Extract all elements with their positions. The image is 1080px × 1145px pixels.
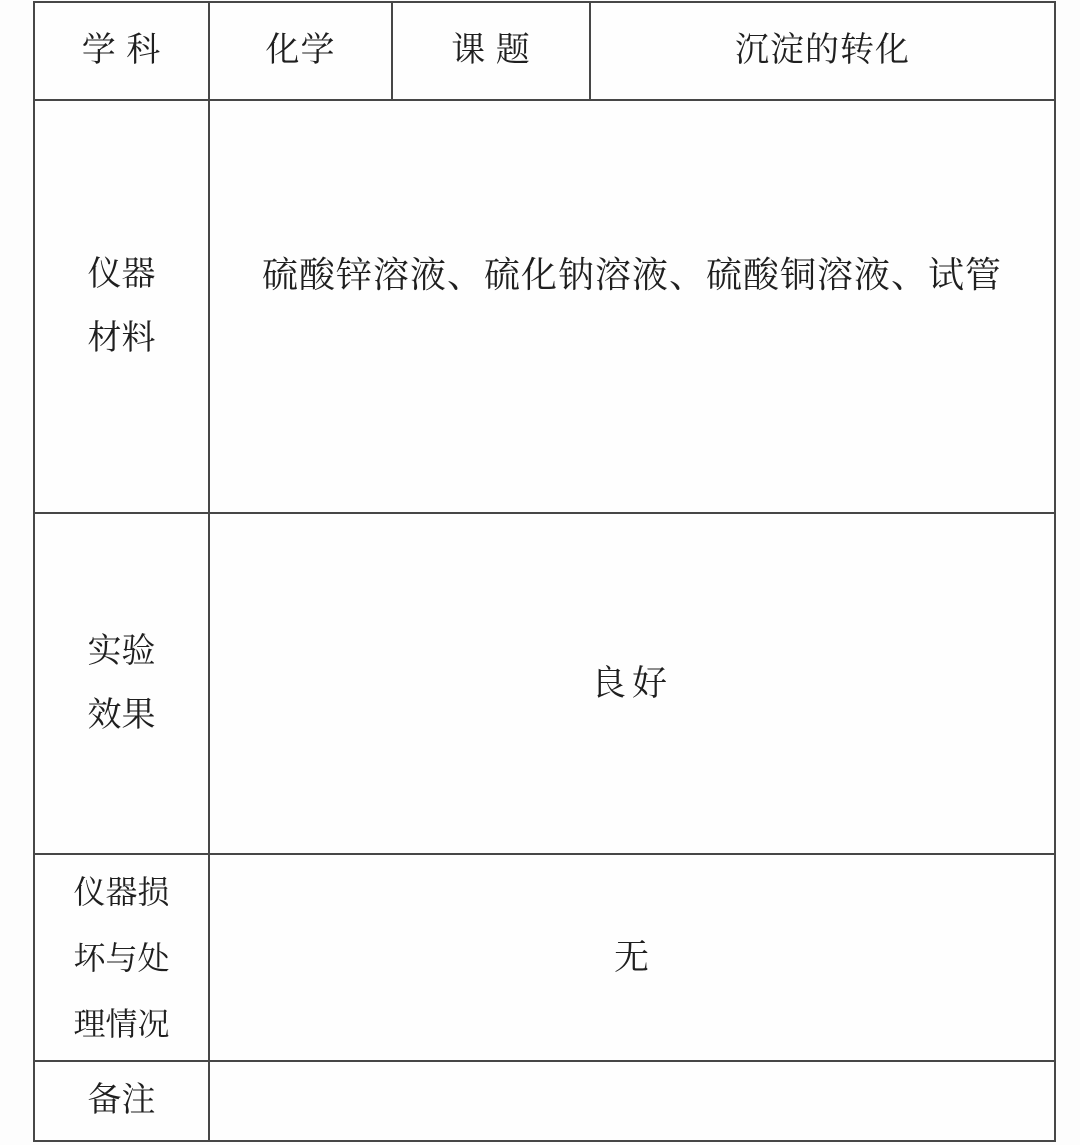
subject-value-cell — [210, 3, 393, 99]
damage-label-cell — [35, 855, 210, 1060]
materials-value-cell — [210, 101, 1054, 512]
subject-label-cell — [35, 3, 210, 99]
result-label-cell — [35, 514, 210, 853]
result-label-line1: 实验 — [87, 632, 156, 670]
result-value: 良好 — [590, 663, 673, 703]
subject-value: 化学 — [265, 32, 336, 69]
damage-label-line1: 仪器损 — [73, 873, 170, 910]
topic-value-cell — [591, 3, 1054, 99]
subject-label: 学 科 — [81, 32, 162, 69]
remarks-label: 备注 — [87, 1082, 156, 1119]
table-row-damage — [35, 855, 1054, 1062]
result-label-line2: 效果 — [87, 696, 156, 734]
result-value-cell — [210, 514, 1054, 853]
damage-label-line2: 坏与处 — [73, 939, 170, 976]
materials-label-cell — [35, 101, 210, 512]
experiment-record-table — [33, 1, 1056, 1142]
materials-label-line1: 仪器 — [87, 255, 156, 293]
topic-value: 沉淀的转化 — [735, 32, 910, 69]
table-row-remarks — [35, 1062, 1054, 1140]
damage-label-line3: 理情况 — [73, 1005, 170, 1042]
damage-value-cell — [210, 855, 1054, 1060]
remarks-value-cell — [210, 1062, 1054, 1140]
topic-label-cell — [393, 3, 591, 99]
table-row-result — [35, 514, 1054, 855]
materials-label-line2: 材料 — [87, 319, 156, 357]
table-row-materials — [35, 101, 1054, 514]
remarks-label-cell — [35, 1062, 210, 1140]
topic-label: 课 题 — [451, 32, 531, 69]
materials-value: 硫酸锌溶液、硫化钠溶液、硫酸铜溶液、试管 — [261, 254, 1002, 295]
damage-value: 无 — [613, 937, 650, 977]
table-row-header — [35, 3, 1054, 101]
